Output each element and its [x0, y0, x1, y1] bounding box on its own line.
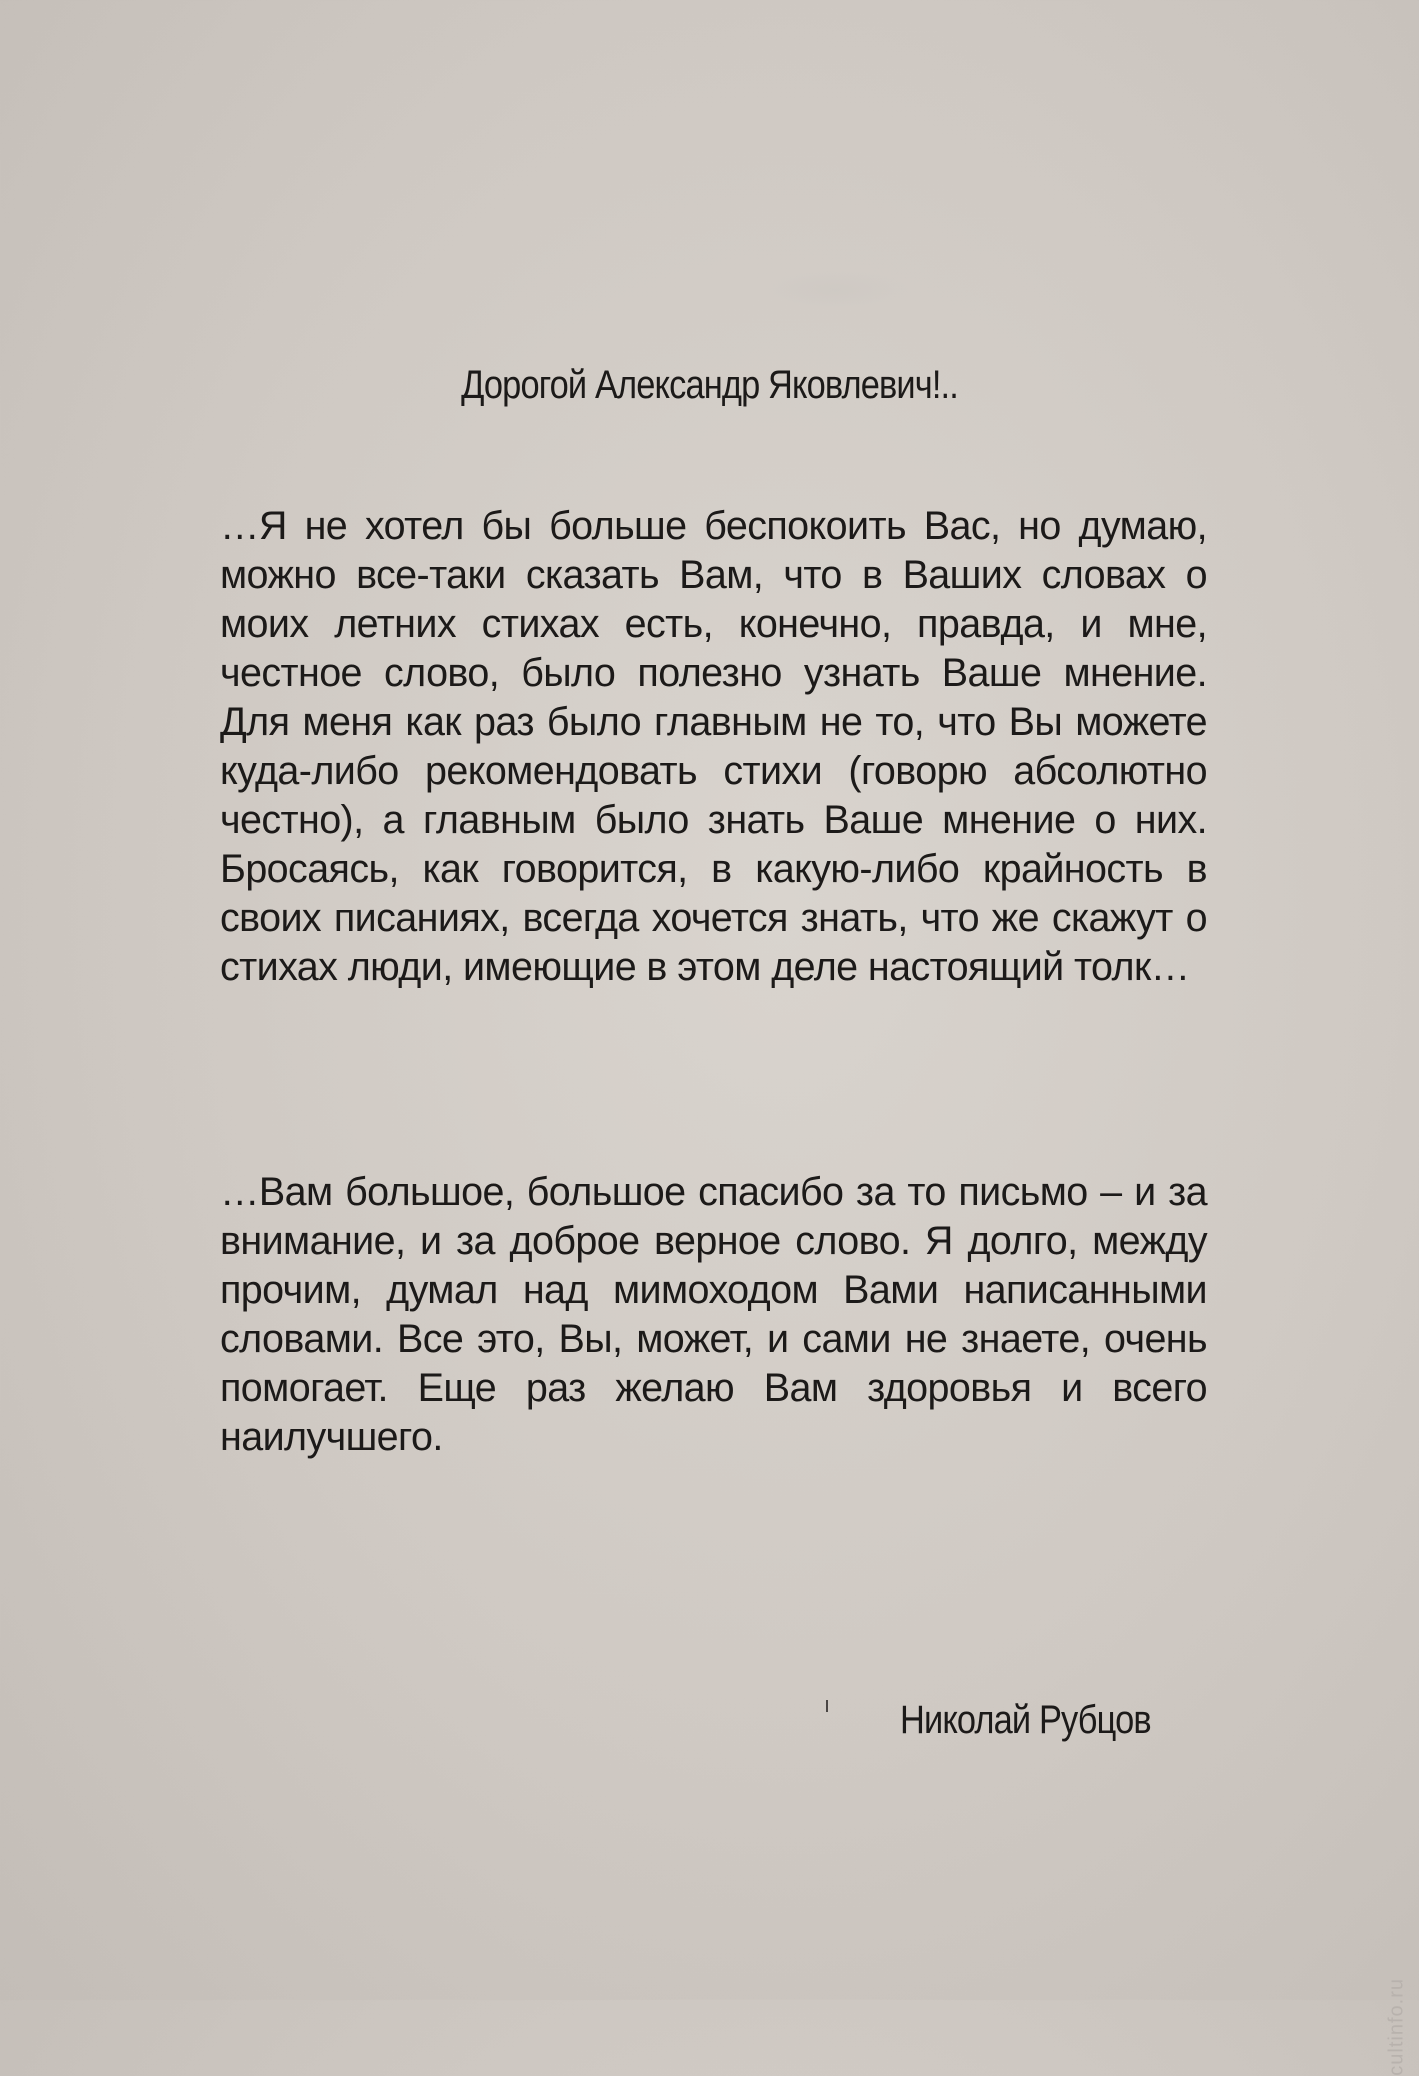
stray-ink-mark [826, 1700, 828, 1712]
site-watermark: cultinfo.ru [1386, 1978, 1408, 2076]
letter-paragraph-2: …Вам большое, большое спасибо за то письмо – и за внимание, и за доброе верное слово. Я долго, между прочим, думал над мимоходом Вами написанными словами. Все это, Вы, может, и сами не знаете, очень помогает. Еще раз желаю Вам здоровья и всего наилучшего. [220, 1170, 1207, 1459]
background-spots [760, 270, 910, 310]
letter-salutation: Дорогой Александр Яковлевич!.. [461, 363, 958, 407]
letter-signature: Николай Рубцов [900, 1698, 1151, 1742]
letter-paragraph-1: …Я не хотел бы больше беспокоить Вас, но думаю, можно все-таки сказать Вам, что в Ваших словах о моих летних стихах есть, конечно, правда, и мне, честное слово, было полезно узнать Ваше мнение. Для меня как раз было главным не то, что Вы можете куда-либо рекомендовать стихи (говорю абсолютно честно), а главным было знать Ваше мнение о них. Бросаясь, как говорится, в какую-либо крайность в своих писаниях, всегда хочется знать, что же скажут о стихах люди, имеющие в этом деле настоящий толк… [220, 504, 1207, 989]
